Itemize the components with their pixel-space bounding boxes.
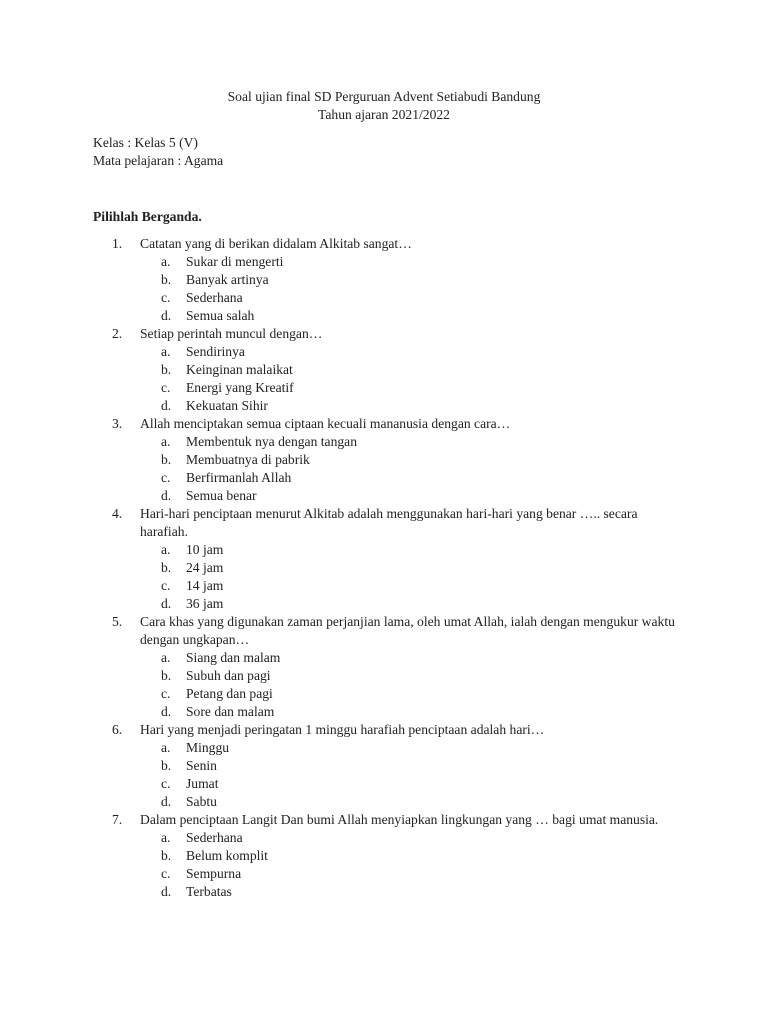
- option-text: Membuatnya di pabrik: [186, 452, 310, 467]
- question-item: [0, 613, 768, 721]
- subject-label: Mata pelajaran : Agama: [93, 153, 224, 168]
- option-text: 24 jam: [186, 560, 224, 575]
- option-text: Subuh dan pagi: [186, 668, 271, 683]
- answer-option: [0, 451, 768, 469]
- question-item: [0, 235, 768, 325]
- option-letter: a.: [161, 830, 171, 845]
- option-text: Senin: [186, 758, 217, 773]
- option-text: Kekuatan Sihir: [186, 398, 268, 413]
- option-text: Membentuk nya dengan tangan: [186, 434, 358, 449]
- answer-option: [0, 595, 768, 613]
- option-letter: c.: [161, 686, 171, 701]
- option-text: Sederhana: [186, 290, 243, 305]
- question-number: 1.: [112, 236, 123, 251]
- option-letter: a.: [161, 344, 171, 359]
- question-text: Allah menciptakan semua ciptaan kecuali mananusia dengan cara…: [140, 416, 511, 431]
- question-number: 7.: [112, 812, 123, 827]
- option-letter: c.: [161, 578, 171, 593]
- question-item: [0, 505, 768, 613]
- answer-option: [0, 379, 768, 397]
- question-text: Catatan yang di berikan didalam Alkitab sangat…: [140, 236, 412, 251]
- answer-option: [0, 739, 768, 757]
- question-item: [0, 721, 768, 811]
- answer-options: [0, 739, 768, 811]
- option-letter: b.: [161, 848, 172, 863]
- option-text: Sempurna: [186, 866, 242, 881]
- option-letter: b.: [161, 668, 172, 683]
- option-text: 14 jam: [186, 578, 224, 593]
- answer-option: [0, 307, 768, 325]
- answer-option: [0, 559, 768, 577]
- exam-meta: [93, 134, 223, 170]
- option-text: Keinginan malaikat: [186, 362, 293, 377]
- option-letter: c.: [161, 866, 171, 881]
- answer-options: [0, 433, 768, 505]
- option-text: Minggu: [186, 740, 230, 755]
- question-number: 2.: [112, 326, 123, 341]
- option-text: Sukar di mengerti: [186, 254, 284, 269]
- class-label: Kelas : Kelas 5 (V): [93, 135, 198, 150]
- answer-option: [0, 253, 768, 271]
- question-number: 5.: [112, 614, 123, 629]
- question-text: Setiap perintah muncul dengan…: [140, 326, 323, 341]
- option-letter: d.: [161, 884, 172, 899]
- option-text: Petang dan pagi: [186, 686, 273, 701]
- answer-option: [0, 685, 768, 703]
- option-text: Sabtu: [186, 794, 217, 809]
- option-letter: a.: [161, 740, 171, 755]
- answer-option: [0, 865, 768, 883]
- answer-option: [0, 649, 768, 667]
- question-text: Hari-hari penciptaan menurut Alkitab adalah menggunakan hari-hari yang benar ….. secara harafiah.: [140, 506, 638, 539]
- question-list: [0, 235, 768, 901]
- question-item: [0, 811, 768, 901]
- option-text: Semua salah: [186, 308, 255, 323]
- answer-option: [0, 793, 768, 811]
- option-letter: d.: [161, 794, 172, 809]
- answer-options: [0, 649, 768, 721]
- answer-option: [0, 883, 768, 901]
- answer-options: [0, 541, 768, 613]
- answer-option: [0, 829, 768, 847]
- option-text: Terbatas: [186, 884, 232, 899]
- option-letter: c.: [161, 290, 171, 305]
- option-letter: b.: [161, 758, 172, 773]
- answer-option: [0, 289, 768, 307]
- option-text: Sederhana: [186, 830, 243, 845]
- answer-option: [0, 703, 768, 721]
- option-text: Belum komplit: [186, 848, 268, 863]
- option-letter: a.: [161, 434, 171, 449]
- option-text: Sore dan malam: [186, 704, 275, 719]
- option-letter: b.: [161, 452, 172, 467]
- option-letter: a.: [161, 542, 171, 557]
- answer-option: [0, 541, 768, 559]
- option-text: Sendirinya: [186, 344, 245, 359]
- document-title: Soal ujian final SD Perguruan Advent Setiabudi Bandung: [227, 89, 541, 104]
- option-text: Jumat: [186, 776, 219, 791]
- option-text: Energi yang Kreatif: [186, 380, 294, 395]
- option-letter: c.: [161, 380, 171, 395]
- option-letter: a.: [161, 650, 171, 665]
- answer-options: [0, 253, 768, 325]
- option-letter: c.: [161, 776, 171, 791]
- option-letter: d.: [161, 596, 172, 611]
- option-text: Banyak artinya: [186, 272, 269, 287]
- answer-option: [0, 469, 768, 487]
- option-text: Siang dan malam: [186, 650, 281, 665]
- option-letter: d.: [161, 308, 172, 323]
- answer-option: [0, 433, 768, 451]
- question-number: 4.: [112, 506, 123, 521]
- question-item: [0, 325, 768, 415]
- option-letter: b.: [161, 362, 172, 377]
- question-text: Dalam penciptaan Langit Dan bumi Allah menyiapkan lingkungan yang … bagi umat manusia.: [140, 812, 659, 827]
- answer-option: [0, 847, 768, 865]
- option-letter: d.: [161, 704, 172, 719]
- option-letter: c.: [161, 470, 171, 485]
- section-instruction: Pilihlah Berganda.: [93, 209, 202, 224]
- question-number: 6.: [112, 722, 123, 737]
- answer-option: [0, 577, 768, 595]
- option-text: 36 jam: [186, 596, 224, 611]
- answer-option: [0, 667, 768, 685]
- option-letter: d.: [161, 398, 172, 413]
- answer-option: [0, 271, 768, 289]
- answer-option: [0, 775, 768, 793]
- option-text: 10 jam: [186, 542, 224, 557]
- answer-option: [0, 361, 768, 379]
- question-number: 3.: [112, 416, 123, 431]
- answer-option: [0, 397, 768, 415]
- option-letter: b.: [161, 272, 172, 287]
- option-letter: d.: [161, 488, 172, 503]
- document-header: [0, 88, 768, 124]
- answer-options: [0, 829, 768, 901]
- answer-options: [0, 343, 768, 415]
- answer-option: [0, 343, 768, 361]
- option-text: Semua benar: [186, 488, 257, 503]
- question-text: Hari yang menjadi peringatan 1 minggu harafiah penciptaan adalah hari…: [140, 722, 545, 737]
- school-year: Tahun ajaran 2021/2022: [318, 107, 450, 122]
- question-item: [0, 415, 768, 505]
- question-text: Cara khas yang digunakan zaman perjanjian lama, oleh umat Allah, ialah dengan mengukur waktu dengan ungkapan…: [140, 614, 675, 647]
- option-text: Berfirmanlah Allah: [186, 470, 292, 485]
- option-letter: b.: [161, 560, 172, 575]
- answer-option: [0, 487, 768, 505]
- option-letter: a.: [161, 254, 171, 269]
- answer-option: [0, 757, 768, 775]
